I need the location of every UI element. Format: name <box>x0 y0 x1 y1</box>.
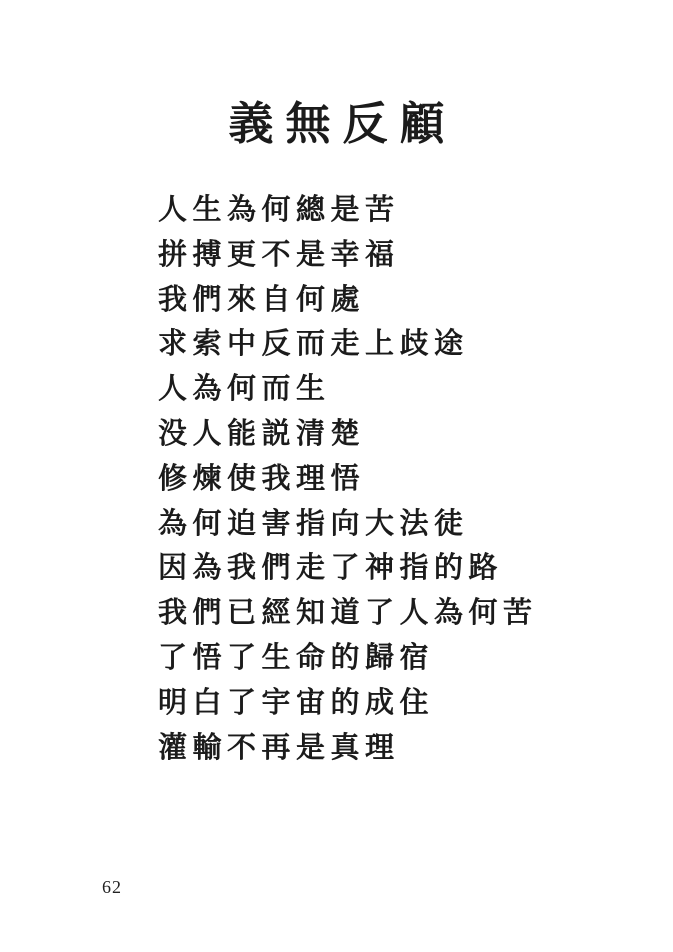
poem-line: 没人能説清楚 <box>158 417 366 450</box>
poem-line: 拼搏更不是幸福 <box>158 238 400 271</box>
poem-line: 人為何而生 <box>158 373 331 406</box>
poem-line: 灌輸不再是真理 <box>158 731 400 764</box>
poem-line: 明白了宇宙的成住 <box>158 686 435 719</box>
poem-line: 我們已經知道了人為何苦 <box>158 597 538 630</box>
poem-line: 了悟了生命的歸宿 <box>158 641 435 674</box>
poem-line: 修煉使我理悟 <box>158 462 366 495</box>
page-title: 義無反顧 <box>228 99 457 149</box>
poem-line: 人生為何總是苦 <box>158 194 400 226</box>
poem-line: 因為我們走了神指的路 <box>158 552 504 585</box>
poem-line: 求索中反而走上歧途 <box>158 328 469 361</box>
poem-line: 為何迫害指向大法徒 <box>158 507 469 540</box>
page-number: 62 <box>102 877 122 897</box>
poem-line: 我們來自何處 <box>158 283 366 316</box>
poem-body <box>158 188 538 770</box>
